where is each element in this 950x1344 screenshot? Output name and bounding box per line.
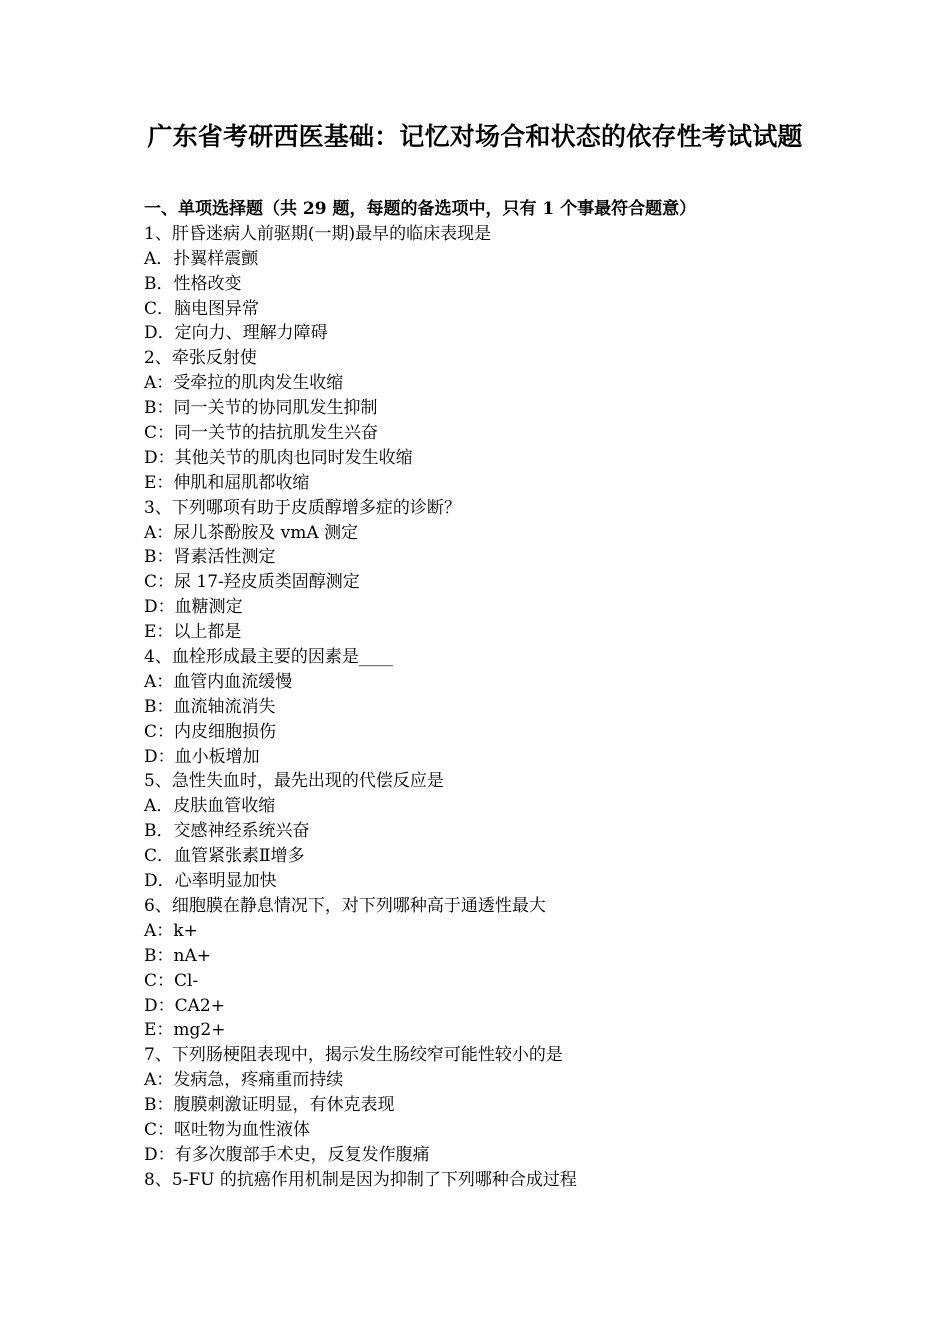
- text-line: A：发病急，疼痛重而持续: [144, 1070, 344, 1091]
- text-line: C．血管紧张素Ⅱ增多: [144, 846, 305, 867]
- text-line: B：nA+: [144, 945, 211, 966]
- section-heading: 一、单项选择题（共 29 题，每题的备选项中，只有 1 个事最符合题意）: [144, 199, 697, 219]
- text-line: 8、5-FU 的抗癌作用机制是因为抑制了下列哪种合成过程: [144, 1169, 577, 1190]
- text-line: D．心率明显加快: [144, 871, 277, 892]
- text-line: B．交感神经系统兴奋: [144, 821, 310, 842]
- text-line: C：呕吐物为血性液体: [144, 1119, 311, 1140]
- text-line: B：肾素活性测定: [144, 547, 276, 568]
- document-body: [144, 197, 844, 1193]
- text-line: D：血小板增加: [144, 746, 260, 767]
- text-line: 5、急性失血时，最先出现的代偿反应是: [144, 771, 444, 792]
- text-line: C：尿 17-羟皮质类固醇测定: [144, 572, 360, 593]
- text-line: E：以上都是: [144, 622, 242, 643]
- text-line: B：腹膜刺激证明显，有休克表现: [144, 1095, 395, 1116]
- text-line: 2、牵张反射使: [144, 348, 257, 369]
- text-line: E：mg2+: [144, 1020, 226, 1041]
- text-line: A．扑翼样震颤: [144, 248, 259, 269]
- text-line: D：血糖测定: [144, 597, 243, 618]
- text-line: C：同一关节的拮抗肌发生兴奋: [144, 423, 379, 444]
- text-line: 6、细胞膜在静息情况下，对下列哪种高于通透性最大: [144, 895, 546, 916]
- text-line: E：伸肌和屈肌都收缩: [144, 472, 310, 493]
- text-line: A：尿儿茶酚胺及 vmA 测定: [144, 522, 359, 543]
- text-line: A．皮肤血管收缩: [144, 796, 276, 817]
- text-line: 1、肝昏迷病人前驱期(一期)最早的临床表现是: [144, 223, 492, 244]
- text-line: C：内皮细胞损伤: [144, 721, 277, 742]
- text-line: C：Cl-: [144, 970, 199, 991]
- document-title: 广东省考研西医基础：记忆对场合和状态的依存性考试试题: [147, 122, 803, 151]
- text-line: B．性格改变: [144, 273, 242, 294]
- text-line: D：CA2+: [144, 995, 225, 1016]
- question-list: [144, 222, 844, 1193]
- text-line: B：同一关节的协同肌发生抑制: [144, 398, 378, 419]
- text-line: D：其他关节的肌肉也同时发生收缩: [144, 447, 413, 468]
- text-line: D：有多次腹部手术史，反复发作腹痛: [144, 1144, 430, 1165]
- text-line: A：k+: [144, 920, 198, 941]
- text-line: C．脑电图异常: [144, 298, 260, 319]
- text-line: 4、血栓形成最主要的因素是____: [144, 647, 393, 668]
- text-line: D．定向力、理解力障碍: [144, 323, 328, 344]
- text-line: 3、下列哪项有助于皮质醇增多症的诊断？: [144, 497, 461, 518]
- text-line: A：血管内血流缓慢: [144, 671, 293, 692]
- text-line: A：受牵拉的肌肉发生收缩: [144, 373, 344, 394]
- text-line: 7、下列肠梗阻表现中，揭示发生肠绞窄可能性较小的是: [144, 1045, 563, 1066]
- text-line: B：血流轴流消失: [144, 696, 276, 717]
